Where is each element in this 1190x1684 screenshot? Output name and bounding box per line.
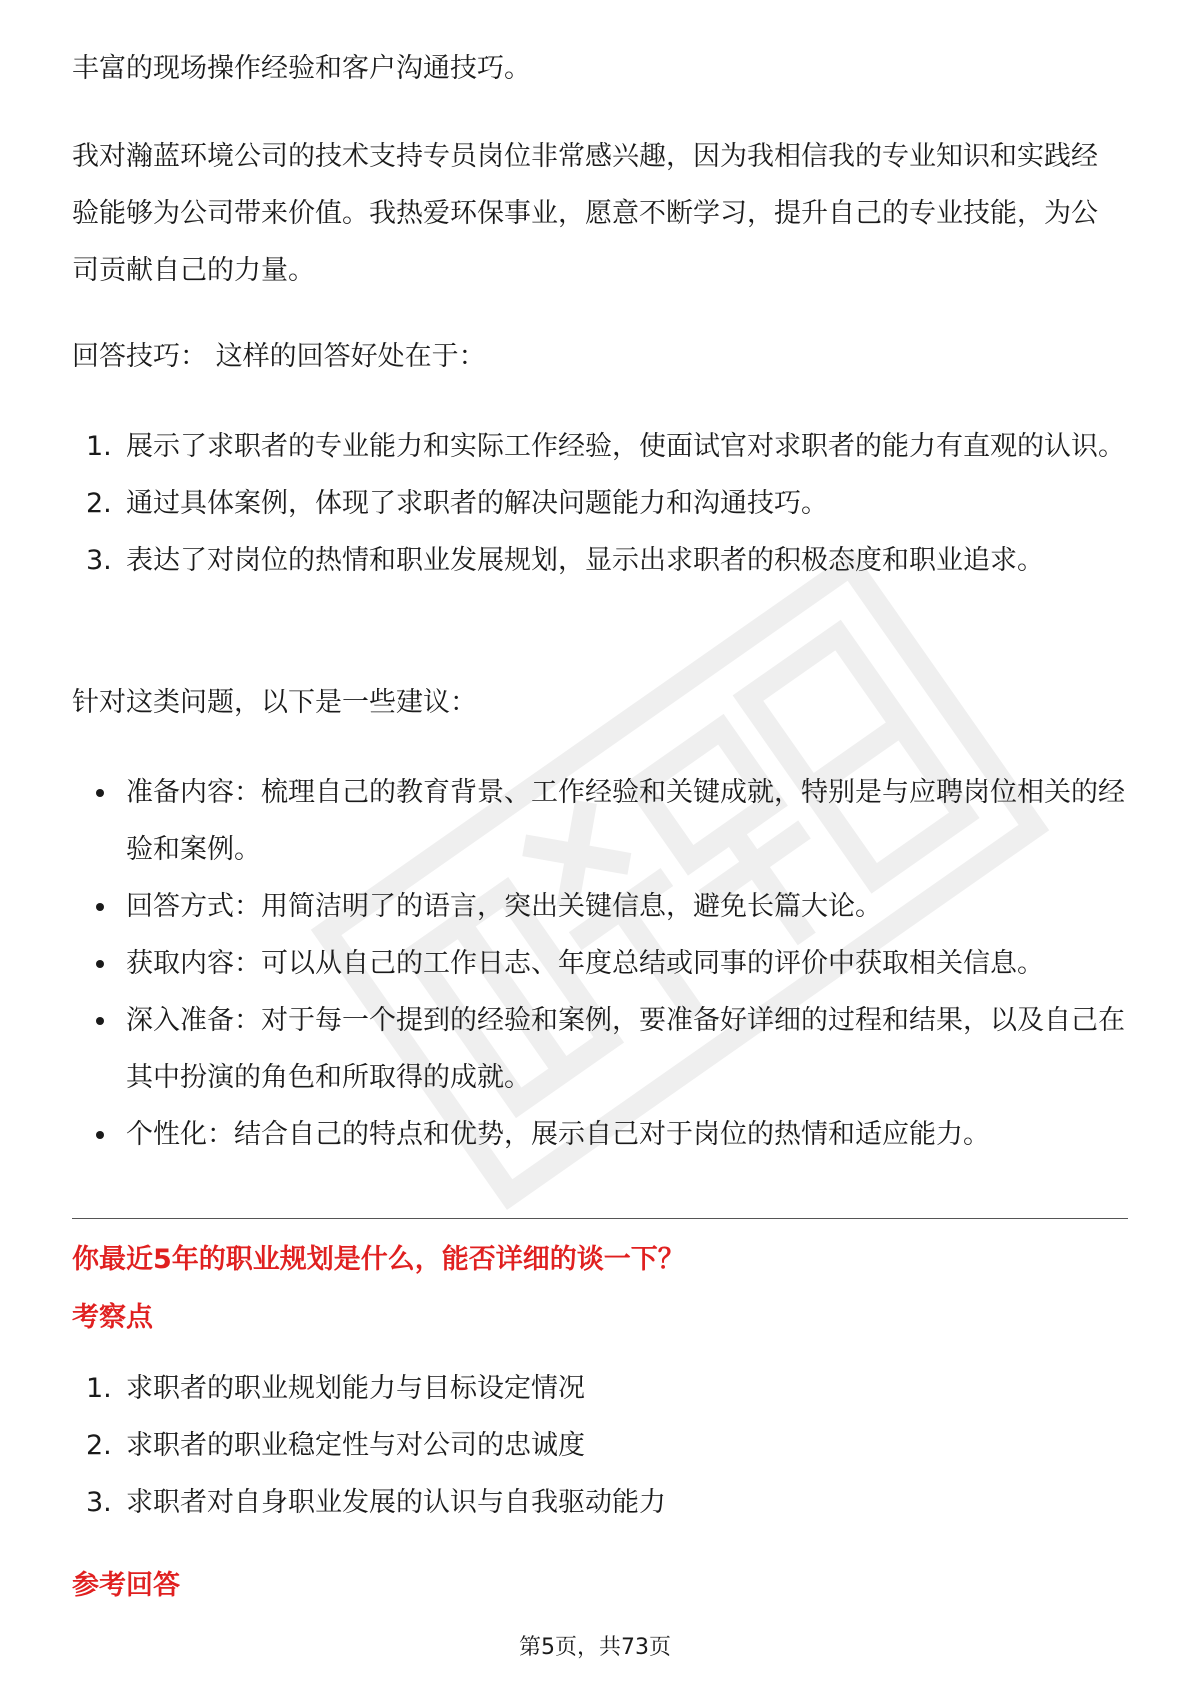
list-item-text: 展示了求职者的专业能力和实际工作经验，使面试官对求职者的能力有直观的认识。 [126,431,1125,462]
page-indicator: 第5页，共73页 [519,1635,671,1660]
focus-label: 考察点 [72,1302,153,1333]
list-number: 2. [86,1430,112,1461]
list-item-text: 通过具体案例，体现了求职者的解决问题能力和沟通技巧。 [126,488,828,519]
bullet-icon [96,903,104,911]
list-item-text: 准备内容：梳理自己的教育背景、工作经验和关键成就，特别是与应聘岗位相关的经验和案例。 [126,777,1125,865]
focus-list [72,1360,1128,1531]
list-number: 3. [86,545,112,576]
list-number: 1. [86,1373,112,1404]
list-item [72,418,1128,475]
list-item [72,1360,1128,1417]
intro-line: 丰富的现场操作经验和客户沟通技巧。 [72,53,531,84]
tips-label: 回答技巧： 这样的回答好处在于： [72,341,486,372]
list-item [72,935,1128,992]
list-item-text: 求职者对自身职业发展的认识与自我驱动能力 [126,1487,666,1518]
bullet-icon [96,1017,104,1025]
list-item [72,1417,1128,1474]
bullet-icon [96,789,104,797]
list-item [72,475,1128,532]
list-item [72,1106,1128,1163]
bullet-icon [96,960,104,968]
list-item-text: 获取内容：可以从自己的工作日志、年度总结或同事的评价中获取相关信息。 [126,948,1044,979]
list-item [72,992,1128,1106]
list-item-text: 个性化：结合自己的特点和优势，展示自己对于岗位的热情和适应能力。 [126,1119,990,1150]
list-item-text: 回答方式：用简洁明了的语言，突出关键信息，避免长篇大论。 [126,891,882,922]
bullet-icon [96,1131,104,1139]
list-number: 2. [86,488,112,519]
list-item [72,532,1128,589]
list-item [72,764,1128,878]
advice-label: 针对这类问题，以下是一些建议： [72,687,477,718]
list-item [72,1474,1128,1531]
tips-list [72,418,1128,589]
question-title: 你最近5年的职业规划是什么，能否详细的谈一下？ [72,1244,685,1275]
list-item-text: 表达了对岗位的热情和职业发展规划，显示出求职者的积极态度和职业追求。 [126,545,1044,576]
list-item-text: 深入准备：对于每一个提到的经验和案例，要准备好详细的过程和结果，以及自己在其中扮演的角色和所取得的成就。 [126,1005,1125,1093]
section-divider [72,1218,1128,1219]
list-number: 1. [86,431,112,462]
list-item-text: 求职者的职业规划能力与目标设定情况 [126,1373,585,1404]
list-number: 3. [86,1487,112,1518]
list-item-text: 求职者的职业稳定性与对公司的忠诚度 [126,1430,585,1461]
reference-label: 参考回答 [72,1570,180,1601]
interest-paragraph: 我对瀚蓝环境公司的技术支持专员岗位非常感兴趣，因为我相信我的专业知识和实践经验能够为公司带来价值。我热爱环保事业，愿意不断学习，提升自己的专业技能，为公司贡献自己的力量。 [72,141,1098,286]
advice-list [72,764,1128,1163]
list-item [72,878,1128,935]
